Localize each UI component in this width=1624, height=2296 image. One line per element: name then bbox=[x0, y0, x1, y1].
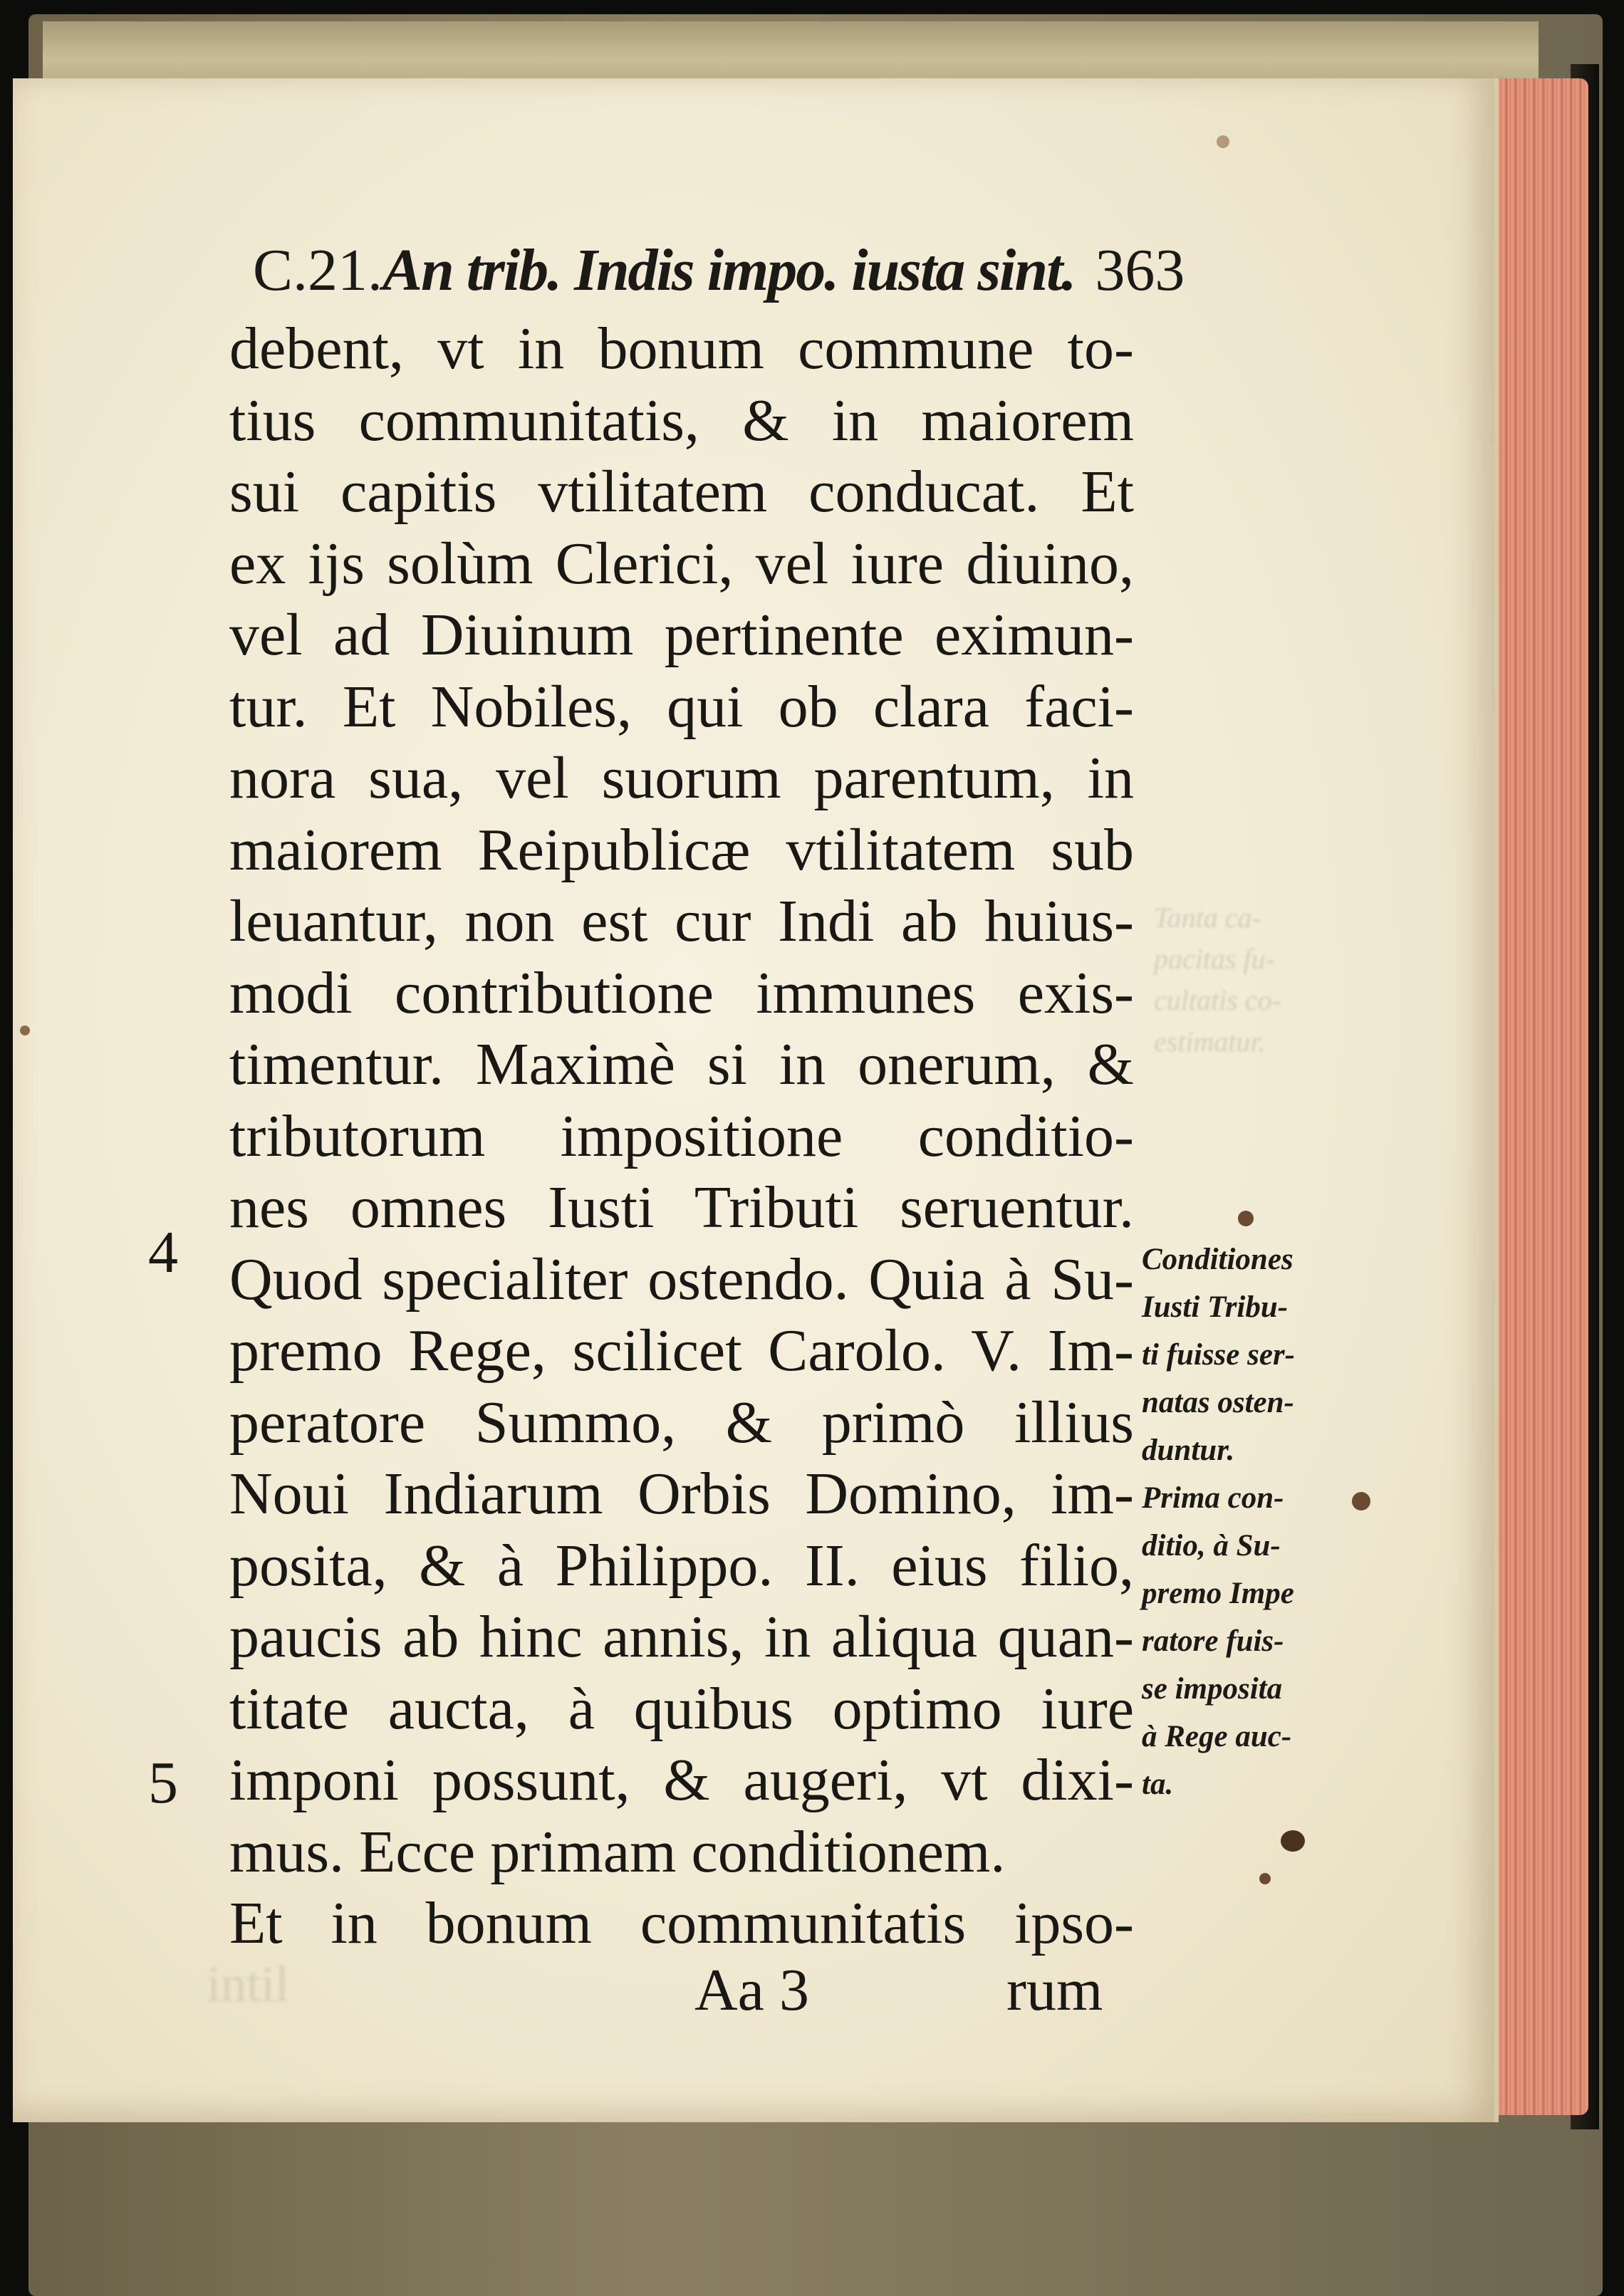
text-line: tur. Et Nobiles, qui ob clara faci- bbox=[229, 673, 1134, 740]
side-note-line: duntur. bbox=[1142, 1434, 1235, 1467]
text-line: sui capitis vtilitatem conducat. Et bbox=[229, 459, 1134, 525]
text-line: Et in bonum communitatis ipso- bbox=[229, 1890, 1134, 1956]
main-text-column bbox=[229, 313, 1134, 1960]
text-line: imponi possunt, & augeri, vt dixi- bbox=[229, 1747, 1134, 1813]
text-line: timentur. Maximè si in onerum, & bbox=[229, 1031, 1134, 1097]
side-note-line: Iusti Tribu- bbox=[1142, 1290, 1289, 1324]
margin-number-4: 4 bbox=[148, 1219, 178, 1285]
text-line: tius communitatis, & in maiorem bbox=[229, 387, 1134, 454]
text-line: nes omnes Iusti Tributi seruentur. bbox=[229, 1174, 1134, 1241]
text-line: titate aucta, à quibus optimo iure bbox=[229, 1675, 1134, 1742]
side-note-line: natas osten- bbox=[1142, 1386, 1294, 1419]
side-note-line: ta. bbox=[1142, 1768, 1174, 1801]
text-line: modi contributione immunes exis- bbox=[229, 959, 1134, 1026]
side-note-line: Conditiones bbox=[1142, 1243, 1294, 1276]
show-through-text: Tanta ca- pacitas fu- cultatis co- estimatur. bbox=[1154, 902, 1281, 1058]
side-note-line: Prima con- bbox=[1142, 1481, 1284, 1515]
text-line: leuantur, non est cur Indi ab huius- bbox=[229, 888, 1134, 954]
text-line: vel ad Diuinum pertinente eximun- bbox=[229, 602, 1134, 668]
side-note bbox=[1142, 1236, 1370, 1808]
catchword: rum bbox=[1006, 1957, 1103, 2023]
running-title: An trib. Indis impo. iusta sint. bbox=[382, 237, 1076, 303]
text-line: Quod specialiter ostendo. Quia à Su- bbox=[229, 1246, 1134, 1313]
chapter-number: C.21. bbox=[253, 237, 383, 303]
text-line: mus. Ecce primam conditionem. bbox=[229, 1818, 1006, 1885]
side-note-line: premo Impe bbox=[1142, 1577, 1294, 1610]
signature-mark: Aa 3 bbox=[694, 1957, 809, 2023]
text-line: ex ijs solùm Clerici, vel iure diuino, bbox=[229, 530, 1134, 597]
side-note-line: ratore fuis- bbox=[1142, 1624, 1284, 1658]
text-line: tributorum impositione conditio- bbox=[229, 1102, 1134, 1169]
text-line: paucis ab hinc annis, in aliqua quan- bbox=[229, 1604, 1134, 1670]
text-line: maiorem Reipublicæ vtilitatem sub bbox=[229, 816, 1134, 883]
side-note-line: se imposita bbox=[1142, 1672, 1283, 1706]
show-through-footer: intil bbox=[207, 1956, 290, 2013]
side-note-line: ti fuisse ser- bbox=[1142, 1338, 1295, 1372]
side-note-line: ditio, à Su- bbox=[1142, 1529, 1281, 1562]
text-line: debent, vt in bonum commune to- bbox=[229, 315, 1134, 382]
text-line: Noui Indiarum Orbis Domino, im- bbox=[229, 1461, 1134, 1527]
folio-number: 363 bbox=[1095, 237, 1185, 303]
book-top-edge bbox=[43, 21, 1539, 85]
text-line: premo Rege, scilicet Carolo. V. Im- bbox=[229, 1317, 1134, 1384]
text-line: posita, & à Philippo. II. eius filio, bbox=[229, 1532, 1134, 1599]
running-header bbox=[253, 231, 1185, 310]
text-line: nora sua, vel suorum parentum, in bbox=[229, 745, 1134, 811]
text-line: peratore Summo, & primò illius bbox=[229, 1389, 1134, 1456]
margin-number-5: 5 bbox=[148, 1750, 178, 1816]
side-note-line: à Rege auc- bbox=[1142, 1720, 1292, 1753]
